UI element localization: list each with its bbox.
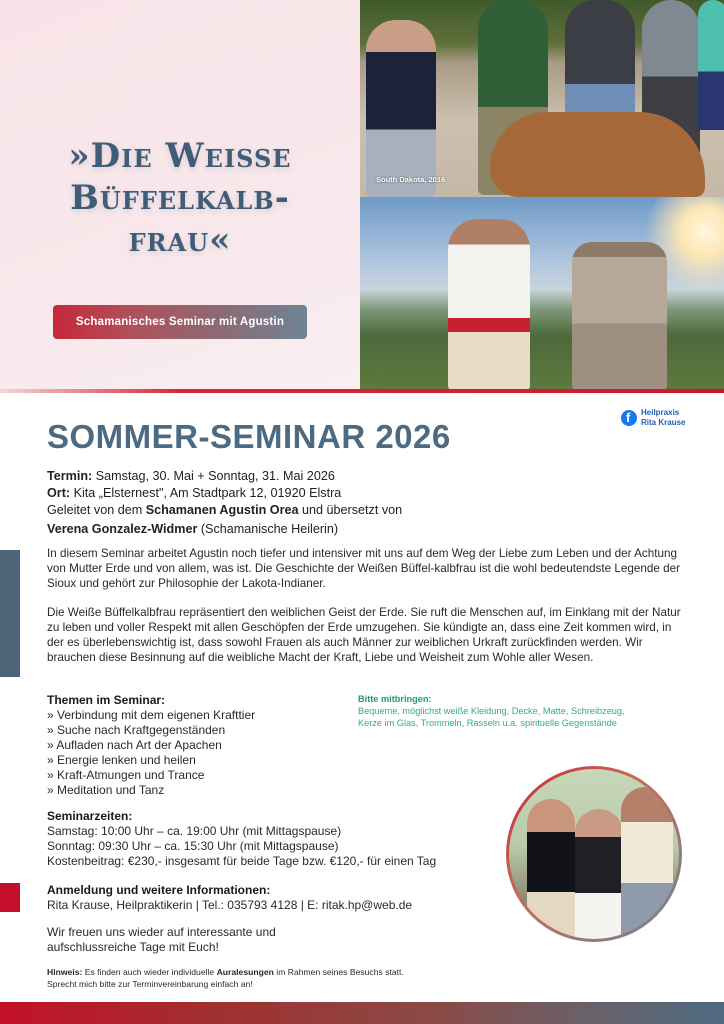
bring-along [358, 693, 678, 729]
guided-suffix: und übersetzt von [298, 503, 403, 517]
termin-row [47, 468, 402, 485]
translator-name: Verena Gonzalez-Widmer [47, 522, 198, 536]
photo-caption: South Dakota, 2016 [376, 175, 446, 184]
contact-line: Rita Krause, Heilpraktikerin | Tel.: 035793 4128 | E: ritak.hp@web.de [47, 898, 413, 912]
photo-person [621, 787, 673, 939]
hint-text-before: Es finden auch wieder individuelle [82, 967, 217, 977]
photo-person [366, 20, 436, 197]
hero-title-panel [0, 0, 360, 390]
times-cost: Kostenbeitrag: €230,- insgesamt für beide Tage bzw. €120,- für einen Tag [47, 854, 437, 868]
contact-heading: Anmeldung und weitere Informationen: [47, 883, 271, 897]
page-title: SOMMER-SEMINAR 2026 [47, 418, 451, 455]
bring-line-1: Bequeme, möglichst weiße Kleidung, Decke, Matte, Schreibzeug, [358, 706, 625, 716]
hero-title-line-1: »Die Weisse [68, 136, 292, 176]
photo-person [698, 0, 724, 130]
footer-bar [0, 1002, 724, 1024]
shaman-name: Schamanen Agustin Orea [145, 503, 299, 517]
hint-line-1 [47, 966, 404, 978]
photo-shaman-cairn [360, 197, 724, 390]
seminar-button[interactable]: Schamanisches Seminar mit Agustin [53, 305, 307, 339]
facebook-label-line-2: Rita Krause [641, 418, 686, 427]
description-paragraph-1: In diesem Seminar arbeitet Agustin noch tiefer und intensiver mit uns auf dem Weg der Liebe zum Leben und der Achtung von Mutter Erde und von allem, was ist. Die Geschichte der Weißen Büffel-kalbfrau ist die wohl bedeutendste Legende der Sioux und gehört zur Philosophie der Lakota-Indianer. [47, 547, 680, 590]
termin-value: Samstag, 30. Mai + Sonntag, 31. Mai 2026 [92, 469, 335, 483]
topic-item: » Kraft-Atmungen und Trance [47, 768, 205, 782]
times-sunday: Sonntag: 09:30 Uhr – ca. 15:30 Uhr (mit Mittagspause) [47, 839, 339, 853]
closing-line-2: aufschlussreiche Tage mit Euch! [47, 940, 219, 954]
ort-label: Ort: [47, 486, 71, 500]
accent-bar-red [0, 883, 20, 912]
photo-bison-calf-figure [490, 112, 705, 197]
facebook-icon [621, 410, 637, 426]
translator-role: (Schamanische Heilerin) [197, 522, 339, 536]
photo-bison-calf [360, 0, 724, 197]
hint-line-2: Sprecht mich bitte zur Terminvereinbarung einfach an! [47, 979, 253, 989]
group-photo [506, 766, 682, 942]
closing-text [47, 925, 276, 955]
topic-item: » Aufladen nach Art der Apachen [47, 738, 222, 752]
topic-item: » Energie lenken und heilen [47, 753, 196, 767]
termin-label: Termin: [47, 469, 93, 483]
contact-info [47, 883, 412, 913]
times-heading: Seminarzeiten: [47, 809, 133, 823]
ort-row [47, 485, 402, 502]
hero-title-line-3: frau« [128, 220, 232, 260]
times-saturday: Samstag: 10:00 Uhr – ca. 19:00 Uhr (mit Mittagspause) [47, 824, 342, 838]
guided-row [47, 502, 402, 519]
topics-list [47, 693, 255, 798]
topic-item: » Verbindung mit dem eigenen Krafttier [47, 708, 256, 722]
seminar-times [47, 809, 436, 869]
bring-heading: Bitte mitbringen: [358, 694, 432, 704]
photo-person [575, 809, 623, 939]
closing-line-1: Wir freuen uns wieder auf interessante und [47, 925, 276, 939]
facebook-label-line-1: Heilpraxis [641, 408, 680, 417]
hero-title [30, 135, 330, 261]
hint-label: Hinweis: [47, 967, 83, 977]
guided-prefix: Geleitet von dem [47, 503, 146, 517]
hint-bold-word: Auralesungen [216, 967, 274, 977]
facebook-label [641, 408, 685, 428]
photo-person [527, 799, 575, 939]
hero-divider [0, 389, 724, 393]
hero-section [0, 0, 724, 390]
topic-item: » Suche nach Kraftgegenständen [47, 723, 226, 737]
photo-cairn-figure [572, 242, 667, 390]
photo-shaman-figure [448, 219, 530, 390]
description-paragraph-2: Die Weiße Büffelkalbfrau repräsentiert den weiblichen Geist der Erde. Sie ruft die Menschen auf, im Einklang mit der Natur zu leben und voller Respekt mit allen Geschöpfen der Erde umzugehen. Sie kündigte an, dass eine Zeit kommen wird, in der es überlebenswichtig ist, dass sowohl Frauen als auch Männer zur weiblichen Urkraft zurückfinden werden. Wir brauchen diese Besinnung auf die weibliche Macht der Kraft, Liebe und Weisheit zum Wohle aller Wesen. [47, 606, 681, 664]
topics-heading: Themen im Seminar: [47, 693, 166, 707]
group-photo-image [509, 769, 679, 939]
event-info [47, 468, 402, 538]
bring-line-2: Kerze im Glas, Trommeln, Rasseln u.a. spirituelle Gegenstände [358, 718, 617, 728]
hero-title-line-2: Büffelkalb- [70, 178, 290, 218]
hint-note [47, 966, 404, 990]
facebook-link[interactable] [621, 408, 685, 428]
accent-bar-blue [0, 550, 20, 677]
ort-value: Kita „Elsternest", Am Stadtpark 12, 01920 Elstra [70, 486, 342, 500]
topic-item: » Meditation und Tanz [47, 783, 165, 797]
translator-row [47, 521, 402, 538]
hint-text-after: im Rahmen seines Besuchs statt. [273, 967, 404, 977]
